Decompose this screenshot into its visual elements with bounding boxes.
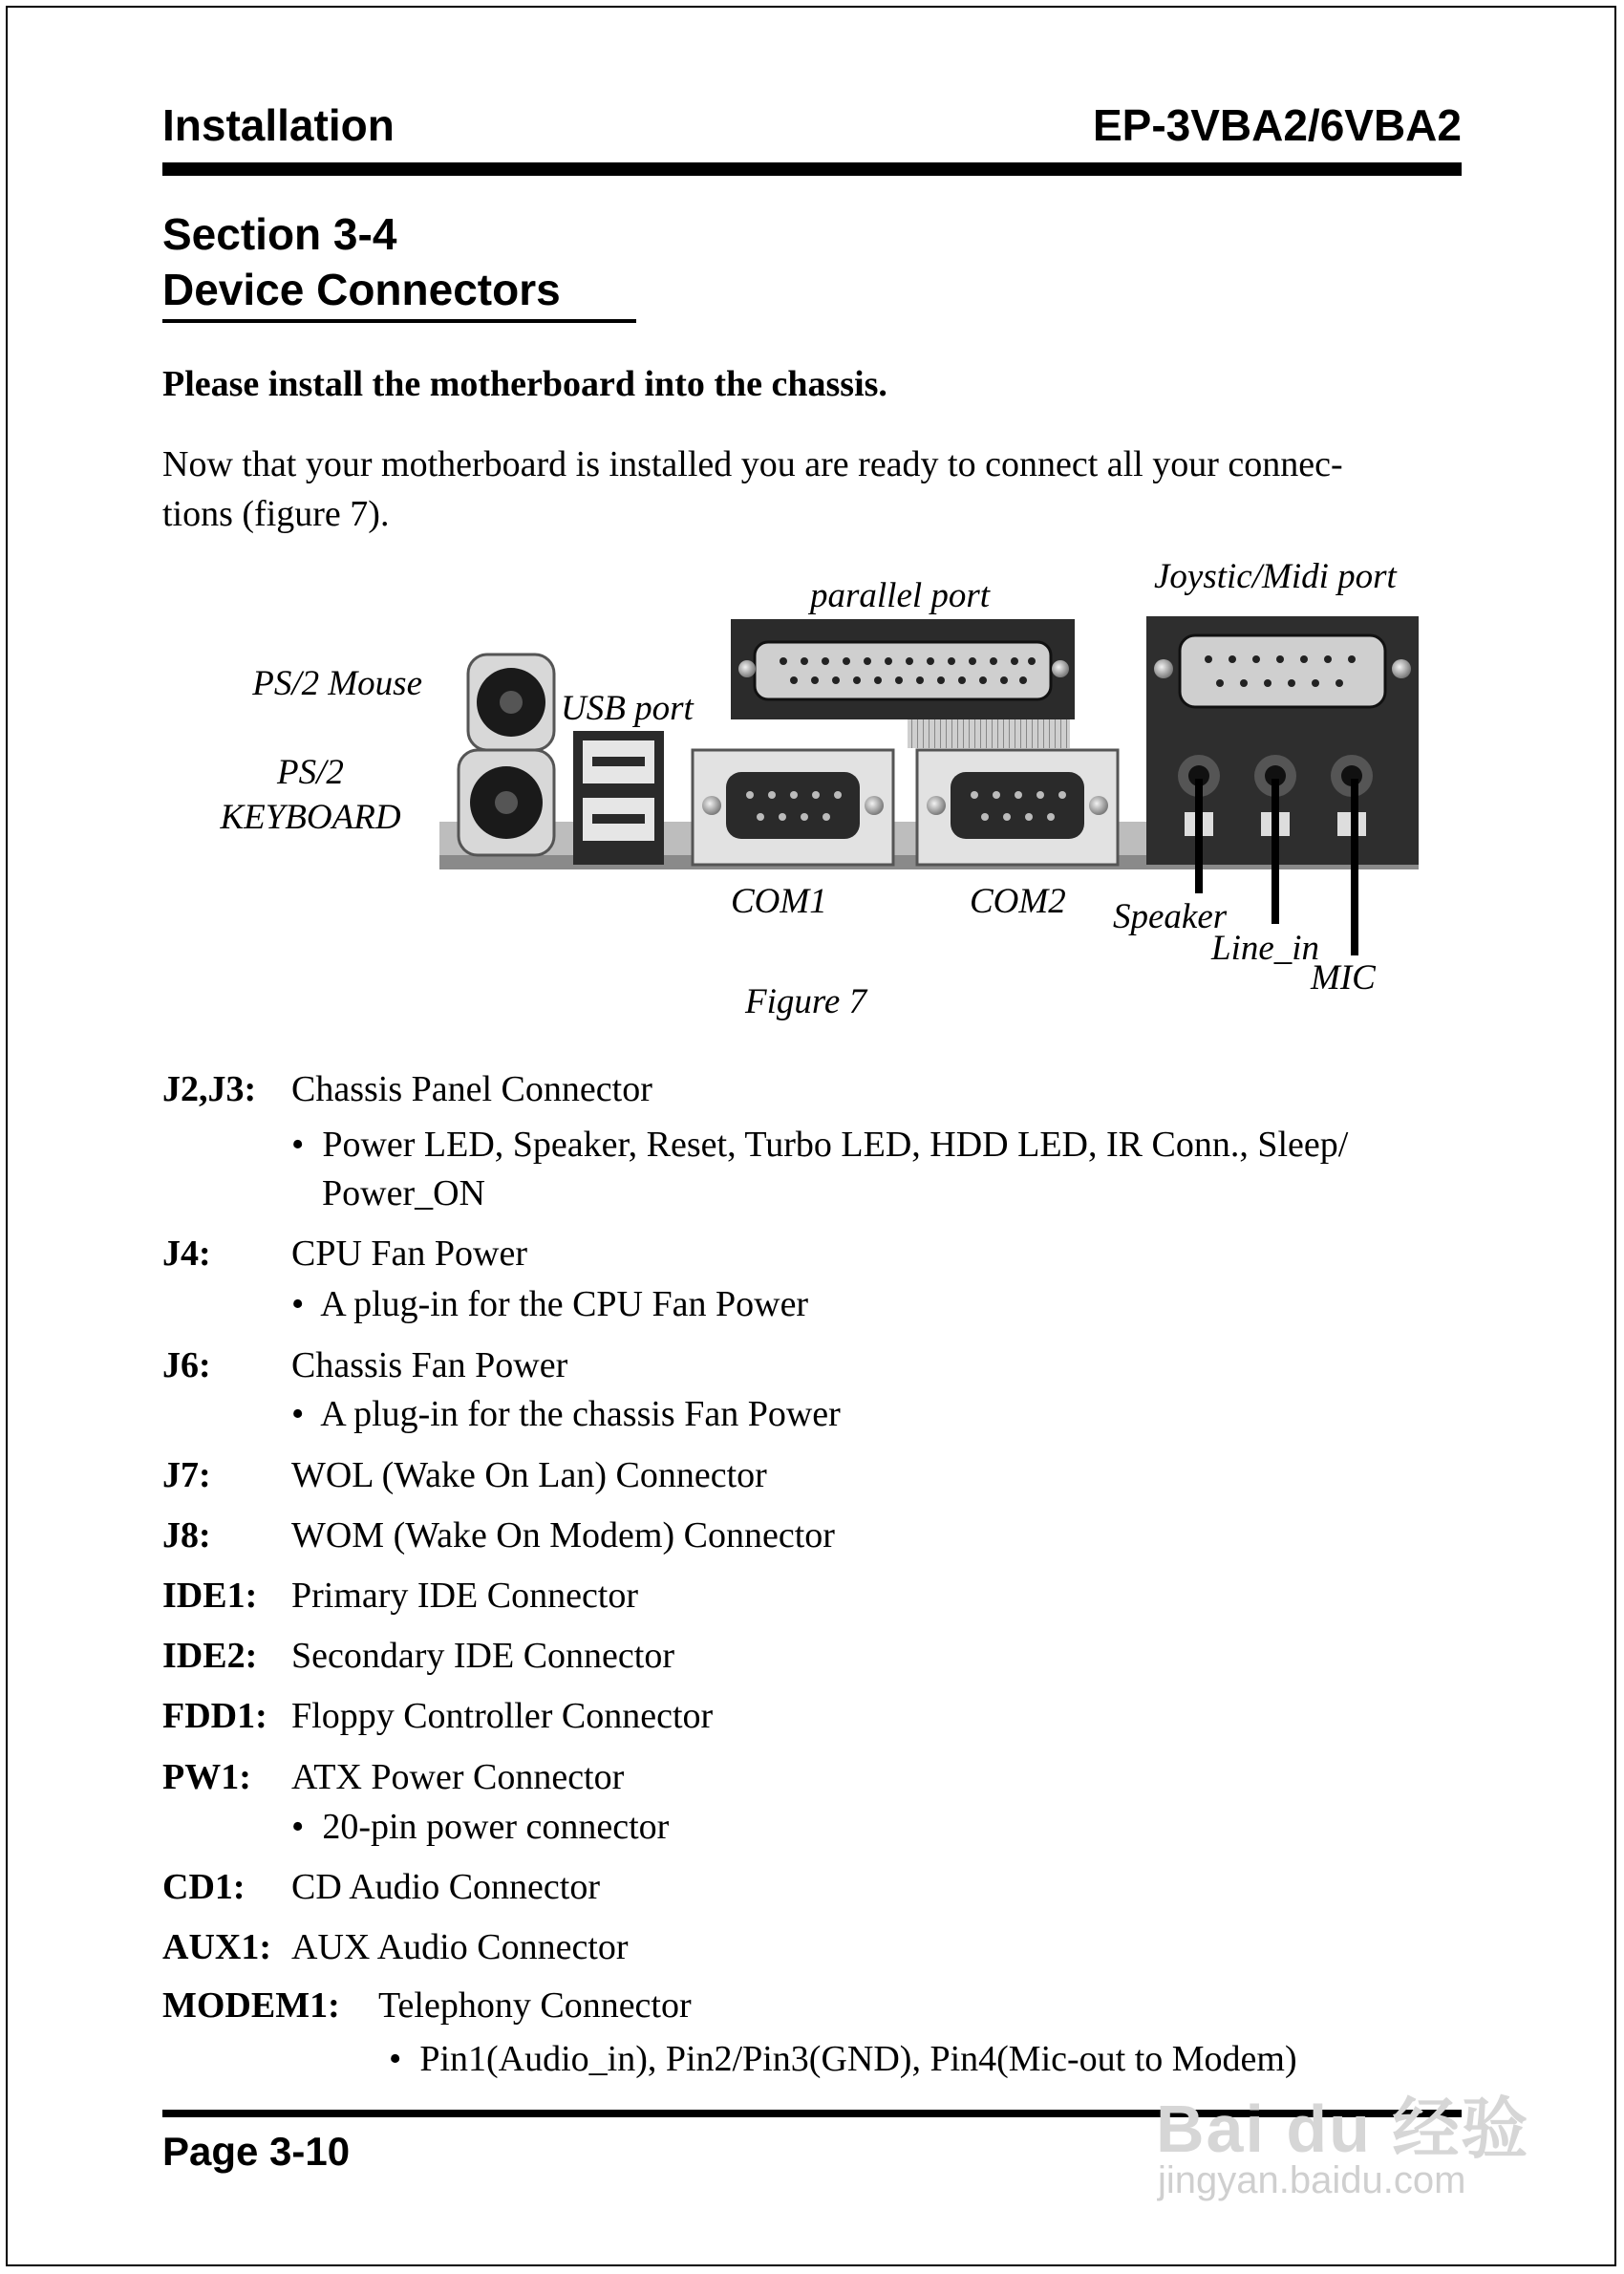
watermark-url: jingyan.baidu.com bbox=[1158, 2159, 1466, 2201]
parallel-port bbox=[731, 619, 1075, 748]
connector-bullet: • Power LED, Speaker, Reset, Turbo LED, HDD LED, IR Conn., Sleep/ bbox=[291, 1125, 1349, 1165]
header-rule bbox=[162, 162, 1462, 176]
connector-entry: FDD1: Floppy Controller Connector bbox=[162, 1696, 714, 1736]
connector-entry: J6: Chassis Fan Power bbox=[162, 1345, 568, 1385]
label-com2: COM2 bbox=[970, 882, 1066, 921]
header-section-name: Installation bbox=[162, 100, 395, 150]
header-model-name: EP-3VBA2/6VBA2 bbox=[1092, 100, 1462, 150]
label-com1: COM1 bbox=[731, 882, 827, 921]
connector-entry: CD1: CD Audio Connector bbox=[162, 1867, 600, 1907]
ps2-mouse-port bbox=[468, 654, 554, 750]
section-title: Device Connectors bbox=[162, 265, 561, 314]
connector-bullet-continued: Power_ON bbox=[322, 1173, 485, 1213]
section-title-underline bbox=[162, 319, 636, 323]
connector-entry: MODEM1: Telephony Connector bbox=[162, 1985, 692, 2026]
page-number: Page 3-10 bbox=[162, 2129, 351, 2174]
label-usb-port: USB port bbox=[561, 689, 694, 728]
watermark-logo: Bai du 经验 bbox=[1156, 2092, 1530, 2166]
label-joystick-midi-port: Joystic/Midi port bbox=[1154, 557, 1397, 596]
connector-entry: J7: WOL (Wake On Lan) Connector bbox=[162, 1455, 767, 1495]
connector-entry: AUX1: AUX Audio Connector bbox=[162, 1927, 629, 1967]
label-line-in: Line_in bbox=[1211, 929, 1320, 968]
label-mic: MIC bbox=[1311, 958, 1376, 998]
ps2-keyboard-port bbox=[459, 750, 554, 855]
connector-entry: IDE2: Secondary IDE Connector bbox=[162, 1636, 674, 1676]
intro-bold-text: Please install the motherboard into the chassis. bbox=[162, 364, 887, 404]
intro-line-2: tions (figure 7). bbox=[162, 494, 390, 534]
connector-bullet: • 20-pin power connector bbox=[291, 1807, 670, 1847]
connector-entry: J2,J3: Chassis Panel Connector bbox=[162, 1069, 652, 1109]
connector-bullet: • A plug-in for the CPU Fan Power bbox=[291, 1284, 809, 1324]
connector-entry: IDE1: Primary IDE Connector bbox=[162, 1576, 639, 1616]
connector-entry: J8: WOM (Wake On Modem) Connector bbox=[162, 1515, 835, 1555]
figure-7-io-panel bbox=[0, 535, 1624, 1032]
intro-line-1: Now that your motherboard is installed you are ready to connect all your connec- bbox=[162, 444, 1343, 484]
label-parallel-port: parallel port bbox=[810, 576, 991, 615]
usb-ports bbox=[573, 731, 664, 865]
connector-entry: PW1: ATX Power Connector bbox=[162, 1757, 625, 1797]
section-number: Section 3-4 bbox=[162, 209, 397, 259]
label-ps2: PS/2 bbox=[277, 753, 344, 792]
figure-caption: Figure 7 bbox=[745, 982, 867, 1021]
connector-bullet: • Pin1(Audio_in), Pin2/Pin3(GND), Pin4(Mic-out to Modem) bbox=[389, 2039, 1297, 2079]
connector-entry: J4: CPU Fan Power bbox=[162, 1234, 528, 1274]
label-keyboard: KEYBOARD bbox=[220, 798, 401, 837]
com1-port bbox=[693, 750, 893, 865]
connector-bullet: • A plug-in for the chassis Fan Power bbox=[291, 1394, 841, 1434]
com2-port bbox=[917, 750, 1118, 865]
label-ps2-mouse: PS/2 Mouse bbox=[252, 664, 422, 703]
label-speaker: Speaker bbox=[1113, 897, 1228, 936]
